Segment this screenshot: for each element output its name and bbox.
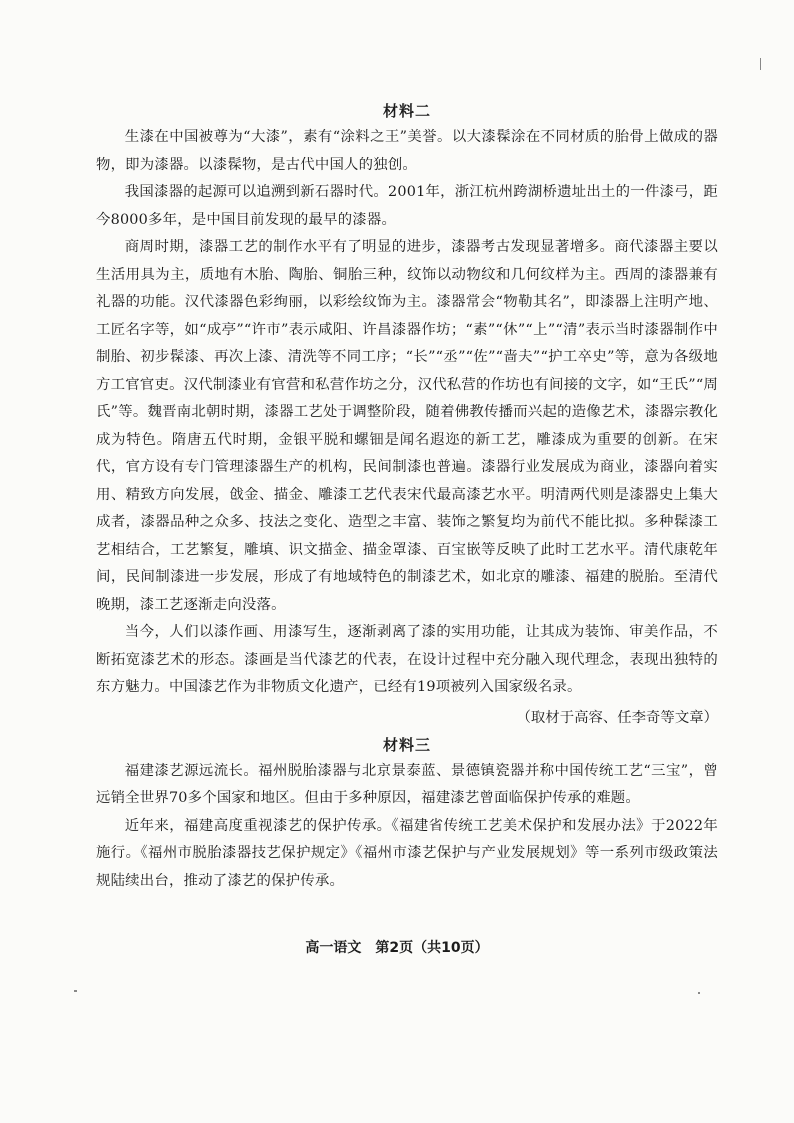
material-2-paragraph-4: 当今，人们以漆作画、用漆写生，逐渐剥离了漆的实用功能，让其成为装饰、审美作品，不断拓宽漆艺术的形态。漆画是当代漆艺的代表，在设计过程中充分融入现代理念，表现出独特的东方魅力。中国漆艺作为非物质文化遗产，已经有19项被列入国家级名录。 [96,624,718,695]
scan-mark-bottom-left [74,990,77,992]
page-footer: 高一语文 第2页（共10页） [305,940,489,956]
material-2-paragraph-1: 生漆在中国被尊为“大漆”，素有“涂料之王”美誉。以大漆髹涂在不同材质的胎骨上做成的器物，即为漆器。以漆髹物，是古代中国人的独创。 [96,129,718,173]
material-3-paragraph-1: 福建漆艺源远流长。福州脱胎漆器与北京景泰蓝、景德镇瓷器并称中国传统工艺“三宝”，曾远销全世界70多个国家和地区。但由于多种原因，福建漆艺曾面临保护传承的难题。 [96,762,718,806]
material-2-paragraph-2: 我国漆器的起源可以追溯到新石器时代。2001年，浙江杭州跨湖桥遗址出土的一件漆弓，距今8000多年，是中国目前发现的最早的漆器。 [96,184,718,228]
material-2-paragraph-3: 商周时期，漆器工艺的制作水平有了明显的进步，漆器考古发现显著增多。商代漆器主要以生活用具为主，质地有木胎、陶胎、铜胎三种，纹饰以动物纹和几何纹样为主。西周的漆器兼有礼器的功能。汉代漆器色彩绚丽，以彩绘纹饰为主。漆器常会“物勒其名”，即漆器上注明产地、工匠名字等，如“成亭”“许市”表示咸阳、许昌漆器作坊；“素”“休”“上”“清”表示当时漆器制作中制胎、初步髹漆、再次上漆、清洗等不同工序；“长”“丞”“佐”“啬夫”“护工卒史”等，意为各级地方工官官吏。汉代制漆业有官营和私营作坊之分，汉代私营的作坊也有间接的文字，如“王氏”“周氏”等。魏晋南北朝时期，漆器工艺处于调整阶段，随着佛教传播而兴起的造像艺术，漆器宗教化成为特色。隋唐五代时期，金银平脱和螺钿是闻名遐迩的新工艺，雕漆成为重要的创新。在宋代，官方设有专门管理漆器生产的机构，民间制漆也普遍。漆器行业发展成为商业，漆器向着实用、精致方向发展，戗金、描金、雕漆工艺代表宋代最高漆艺水平。明清两代则是漆器史上集大成者，漆器品种之众多、技法之变化、造型之丰富、装饰之繁复均为前代不能比拟。多种髹漆工艺相结合，工艺繁复，雕填、识文描金、描金罩漆、百宝嵌等反映了此时工艺水平。清代康乾年间，民间制漆进一步发展，形成了有地域特色的制漆艺术，如北京的雕漆、福建的脱胎。至清代晚期，漆工艺逐渐走向没落。 [96,239,718,613]
material-2-title: 材料二 [382,102,431,120]
scan-mark-bottom-right [698,992,700,994]
document-body [96,100,718,895]
material-3-paragraph-2: 近年来，福建高度重视漆艺的保护传承。《福建省传统工艺美术保护和发展办法》于2022年施行。《福州市脱胎漆器技艺保护规定》《福州市漆艺保护与产业发展规划》等一系列市级政策法规陆续出台，推动了漆艺的保护传承。 [96,817,718,889]
material-3-title: 材料三 [382,735,431,754]
scan-mark-top-right [760,58,761,70]
material-2-source: （取材于高容、任李奇等文章） [516,709,718,726]
